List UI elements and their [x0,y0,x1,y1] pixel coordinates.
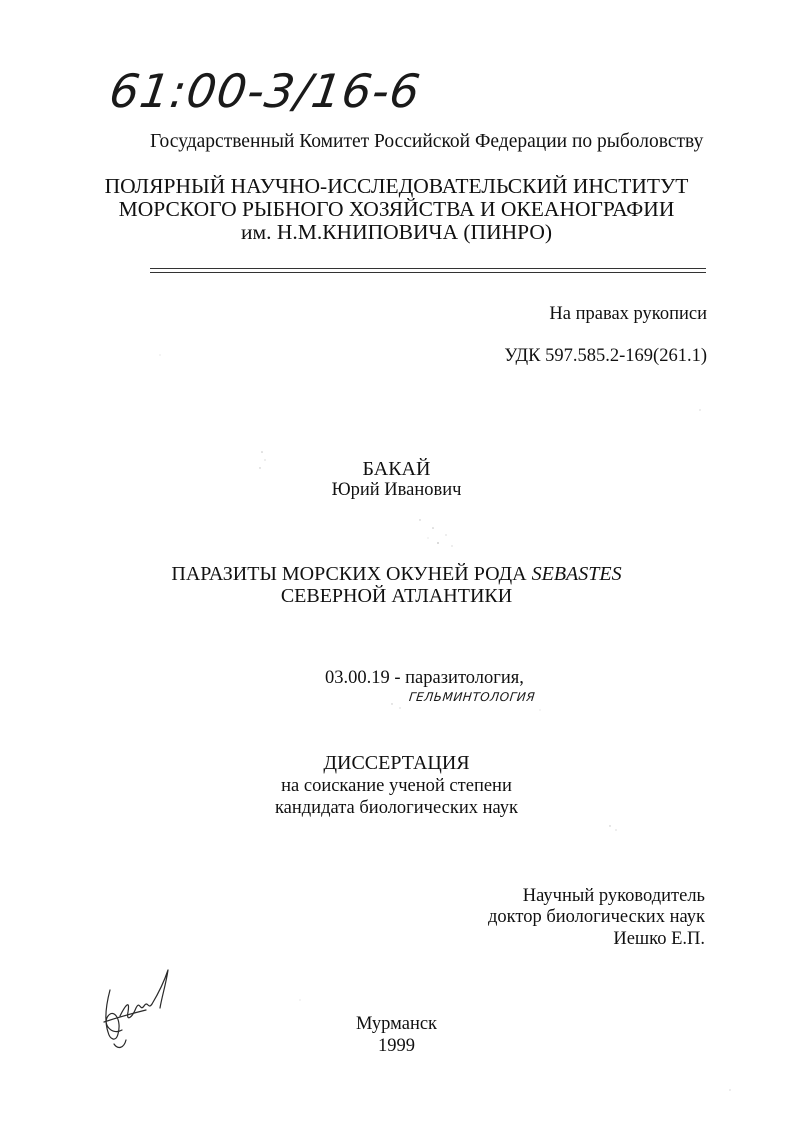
udc-code: УДК 597.585.2-169(261.1) [504,346,707,366]
thesis-title-line-1 [0,563,793,585]
thesis-title-line-2: СЕВЕРНОЙ АТЛАНТИКИ [280,585,513,607]
archive-number-handwritten: 61:00-3/16-6 [106,64,425,118]
specialty-handwritten-note: ГЕЛЬМИНТОЛОГИЯ [408,690,536,704]
specialty-code: 03.00.19 - паразитология, [325,668,524,688]
author-surname: БАКАЙ [362,458,431,480]
thesis-title-prefix: ПАРАЗИТЫ МОРСКИХ ОКУНЕЙ РОДА [171,563,532,585]
committee-name: Государственный Комитет Российской Федерации по рыболовству [150,131,704,152]
degree-purpose-line-1: на соискание ученой степени [281,776,512,796]
author-given-names: Юрий Иванович [331,480,462,500]
manuscript-rights: На правах рукописи [549,304,707,324]
city: Мурманск [355,1014,438,1034]
document-type-heading: ДИССЕРТАЦИЯ [323,752,470,774]
separator-rule [150,268,706,273]
institute-line-2: МОРСКОГО РЫБНОГО ХОЗЯЙСТВА И ОКЕАНОГРАФИИ [118,197,675,221]
year: 1999 [378,1036,415,1056]
supervisor-role: Научный руководитель [522,886,705,906]
supervisor-degree: доктор биологических наук [487,907,705,927]
institute-line-3: им. Н.М.КНИПОВИЧА (ПИНРО) [240,220,553,244]
institute-line-1: ПОЛЯРНЫЙ НАУЧНО-ИССЛЕДОВАТЕЛЬСКИЙ ИНСТИТУТ [104,174,689,198]
thesis-title-genus: SEBASTES [531,563,622,585]
supervisor-name: Иешко Е.П. [613,929,705,949]
degree-purpose-line-2: кандидата биологических наук [274,798,519,818]
